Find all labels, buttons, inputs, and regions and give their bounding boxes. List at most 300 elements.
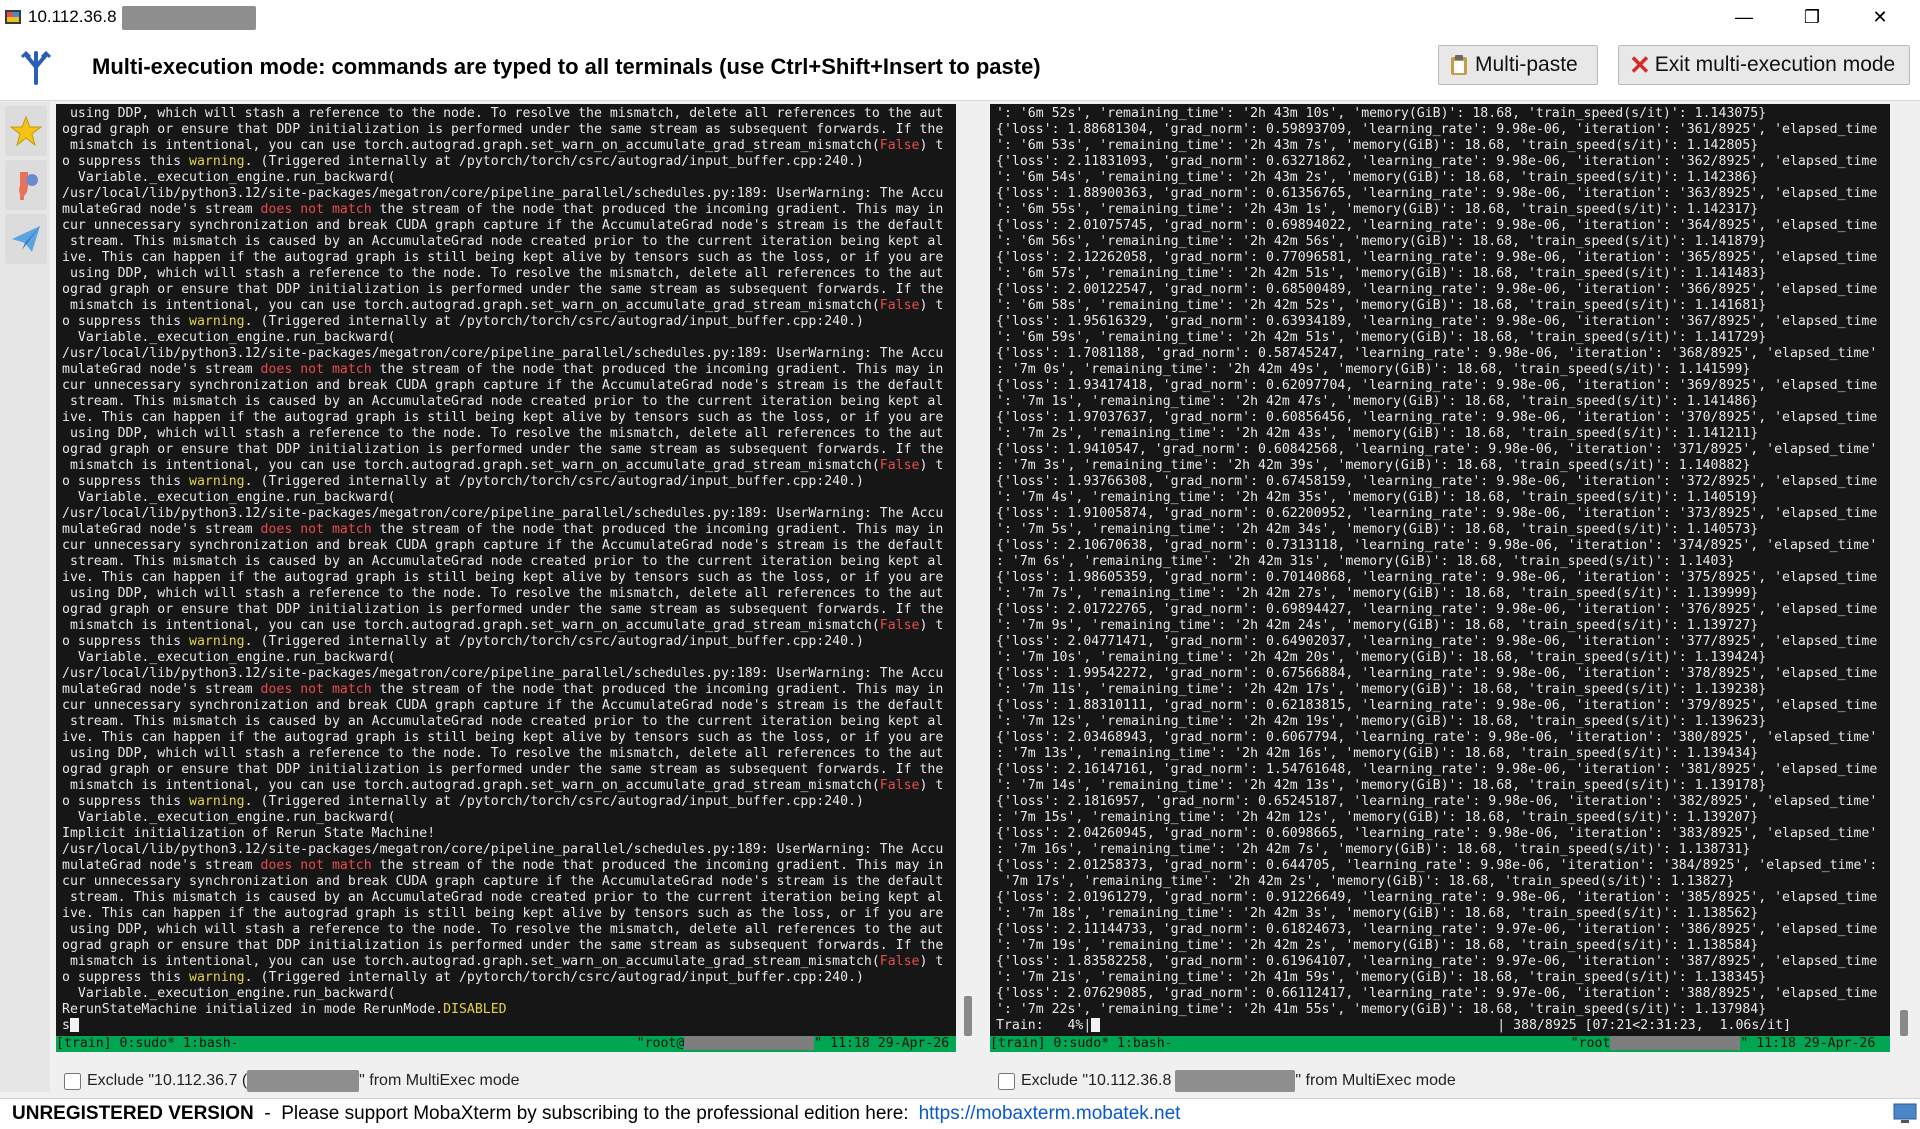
terminal-text: the stream of the node that produced the incoming gradient. This may in: [371, 858, 944, 873]
terminal-text: cur unnecessary synchronization and break CUDA graph capture if the AccumulateGrad node's stream is the default: [62, 218, 944, 233]
left-terminal-line: [62, 458, 956, 474]
terminal-text: {'loss': 2.10670638, 'grad_norm': 0.7313118, 'learning_rate': 9.98e-06, 'iteration': '374/8925', 'elapsed_time': [996, 538, 1878, 553]
mobaxterm-app-icon: [4, 8, 22, 26]
right-terminal-line: [996, 602, 1890, 618]
left-terminal-output: [62, 106, 956, 1034]
clipboard-icon: [1449, 54, 1469, 76]
terminal-text: ': '7m 1s', 'remaining_time': '2h 42m 47s', 'memory(GiB)': 18.68, 'train_speed(s/it)': 1.141486}: [996, 394, 1759, 409]
left-terminal-scrollbar[interactable]: [960, 104, 976, 1042]
left-sidebar: [0, 102, 50, 1092]
left-terminal-line: [62, 490, 956, 506]
terminal-text: : '7m 16s', 'remaining_time': '2h 42m 7s', 'memory(GiB)': 18.68, 'train_speed(s/it)': 1.138731}: [996, 842, 1751, 857]
right-terminal-line: [996, 266, 1890, 282]
right-terminal-line: [996, 346, 1890, 362]
left-terminal-line: [62, 938, 956, 954]
terminal-text: s: [62, 1018, 70, 1033]
right-terminal-line: [996, 986, 1890, 1002]
left-terminal-line: [62, 682, 956, 698]
left-terminal-line: [62, 122, 956, 138]
terminal-text: using DDP, which will stash a reference to the node. To resolve the mismatch, delete all references to the aut: [62, 746, 944, 761]
exclude-right-label-prefix: Exclude "10.112.36.8: [1021, 1072, 1172, 1089]
terminal-text: : '7m 3s', 'remaining_time': '2h 42m 39s', 'memory(GiB)': 18.68, 'train_speed(s/it)': 1.140882}: [996, 458, 1751, 473]
window-title: 10.112.36.8: [28, 7, 117, 26]
terminal-text: Variable._execution_engine.run_backward(: [62, 810, 396, 825]
terminal-text: /usr/local/lib/python3.12/site-packages/megatron/core/pipeline_parallel/schedules.py:189: UserWarning: The Accu: [62, 186, 944, 201]
terminal-text: ': '6m 55s', 'remaining_time': '2h 43m 1s', 'memory(GiB)': 18.68, 'train_speed(s/it)': 1.142317}: [996, 202, 1759, 217]
terminal-text: {'loss': 2.01961279, 'grad_norm': 0.91226649, 'learning_rate': 9.98e-06, 'iteration': '385/8925', 'elapsed_time: [996, 890, 1878, 905]
terminal-text: ': '6m 59s', 'remaining_time': '2h 42m 51s', 'memory(GiB)': 18.68, 'train_speed(s/it)': 1.141729}: [996, 330, 1767, 345]
terminal-text: ive. This can happen if the autograd graph is still being kept alive by tensors such as the loss, or if you are: [62, 906, 944, 921]
left-terminal-line: [62, 618, 956, 634]
terminal-text: the stream of the node that produced the incoming gradient. This may in: [371, 362, 944, 377]
left-status-host-prefix: "root@: [636, 1036, 685, 1051]
warning-text: warning: [189, 794, 245, 809]
left-terminal-line: [62, 906, 956, 922]
terminal-text: ograd graph or ensure that DDP initialization is performed under the same stream as subsequent forwards. If the: [62, 442, 944, 457]
mobatek-link[interactable]: https://mobaxterm.mobatek.net: [918, 1103, 1181, 1124]
terminal-text: mismatch is intentional, you can use torch.autograd.graph.set_warn_on_accumulate_grad_stream_mismatch(: [62, 618, 880, 633]
right-terminal-line: [996, 954, 1890, 970]
right-terminal-line: [996, 922, 1890, 938]
warning-text: warning: [189, 474, 245, 489]
left-terminal-line: [62, 330, 956, 346]
terminal-text: {'loss': 1.7081188, 'grad_norm': 0.58745247, 'learning_rate': 9.98e-06, 'iteration': '368/8925', 'elapsed_time': [996, 346, 1878, 361]
terminal-text: mismatch is intentional, you can use torch.autograd.graph.set_warn_on_accumulate_grad_stream_mismatch(: [62, 298, 880, 313]
right-terminal-line: [996, 282, 1890, 298]
left-terminal-line: [62, 554, 956, 570]
left-terminal-line: [62, 186, 956, 202]
exclude-right-checkbox[interactable]: [998, 1073, 1015, 1090]
redacted-hostname: [1175, 1070, 1295, 1092]
terminal-text: stream. This mismatch is caused by an AccumulateGrad node created prior to the current iteration being kept al: [62, 714, 944, 729]
right-terminal-line: [996, 362, 1890, 378]
right-status-host-prefix: "root: [1570, 1036, 1611, 1051]
right-terminal-line: [996, 1018, 1890, 1034]
left-terminal-line: [62, 970, 956, 986]
terminal-text: stream. This mismatch is caused by an AccumulateGrad node created prior to the current iteration being kept al: [62, 234, 944, 249]
terminal-text: ograd graph or ensure that DDP initialization is performed under the same stream as subsequent forwards. If the: [62, 762, 944, 777]
terminal-text: ) t: [919, 778, 944, 793]
terminal-text: {'loss': 1.9410547, 'grad_norm': 0.60842568, 'learning_rate': 9.98e-06, 'iteration': '371/8925', 'elapsed_time': [996, 442, 1878, 457]
right-terminal-line: [996, 826, 1890, 842]
terminal-text: {'loss': 2.11831093, 'grad_norm': 0.63271862, 'learning_rate': 9.98e-06, 'iteration': '362/8925', 'elapsed_time: [996, 154, 1878, 169]
terminal-text: stream. This mismatch is caused by an AccumulateGrad node created prior to the current iteration being kept al: [62, 554, 944, 569]
terminal-text: /usr/local/lib/python3.12/site-packages/megatron/core/pipeline_parallel/schedules.py:189: UserWarning: The Accu: [62, 346, 944, 361]
terminal-text: Variable._execution_engine.run_backward(: [62, 650, 396, 665]
left-terminal-line: [62, 746, 956, 762]
terminal-text: Variable._execution_engine.run_backward(: [62, 330, 396, 345]
terminal-text: Variable._execution_engine.run_backward(: [62, 170, 396, 185]
terminal-text: ': '7m 10s', 'remaining_time': '2h 42m 20s', 'memory(GiB)': 18.68, 'train_speed(s/it)': 1.139424}: [996, 650, 1767, 665]
left-terminal-line: [62, 538, 956, 554]
left-scrollbar-thumb[interactable]: [964, 996, 972, 1036]
right-terminal-line: [996, 106, 1890, 122]
terminal-text: mismatch is intentional, you can use torch.autograd.graph.set_warn_on_accumulate_grad_stream_mismatch(: [62, 458, 880, 473]
left-terminal-line: [62, 570, 956, 586]
terminal-text: {'loss': 1.88681304, 'grad_norm': 0.59893709, 'learning_rate': 9.98e-06, 'iteration': '361/8925', 'elapsed_time: [996, 122, 1878, 137]
terminal-text: ) t: [919, 298, 944, 313]
warning-text: DISABLED: [443, 1002, 507, 1017]
left-terminal-line: [62, 426, 956, 442]
terminal-text: ive. This can happen if the autograd graph is still being kept alive by tensors such as the loss, or if you are: [62, 570, 944, 585]
terminal-text: mismatch is intentional, you can use torch.autograd.graph.set_warn_on_accumulate_grad_stream_mismatch(: [62, 954, 880, 969]
terminal-text: ': '7m 19s', 'remaining_time': '2h 42m 2s', 'memory(GiB)': 18.68, 'train_speed(s/it)': 1.138584}: [996, 938, 1759, 953]
terminal-text: : '7m 6s', 'remaining_time': '2h 42m 31s', 'memory(GiB)': 18.68, 'train_speed(s/it)': 1.1403}: [996, 554, 1735, 569]
terminal-text: Train: 4%|: [996, 1018, 1092, 1033]
right-scrollbar-thumb[interactable]: [1900, 1010, 1908, 1036]
right-terminal-line: [996, 810, 1890, 826]
exit-multiexec-button[interactable]: [1618, 45, 1910, 85]
terminal-text: using DDP, which will stash a reference to the node. To resolve the mismatch, delete all references to the aut: [62, 106, 944, 121]
left-terminal-line: [62, 826, 956, 842]
terminal-text: {'loss': 2.07629085, 'grad_norm': 0.66112417, 'learning_rate': 9.97e-06, 'iteration': '388/8925', 'elapsed_time: [996, 986, 1878, 1001]
terminal-text: ': '7m 18s', 'remaining_time': '2h 42m 3s', 'memory(GiB)': 18.68, 'train_speed(s/it)': 1.138562}: [996, 906, 1759, 921]
terminal-text: mismatch is intentional, you can use torch.autograd.graph.set_warn_on_accumulate_grad_stream_mismatch(: [62, 778, 880, 793]
highlight-text: False: [879, 138, 920, 153]
terminal-text: ': '7m 7s', 'remaining_time': '2h 42m 27s', 'memory(GiB)': 18.68, 'train_speed(s/it)': 1.139999}: [996, 586, 1759, 601]
terminal-text: stream. This mismatch is caused by an AccumulateGrad node created prior to the current iteration being kept al: [62, 394, 944, 409]
terminal-text: ': '7m 11s', 'remaining_time': '2h 42m 17s', 'memory(GiB)': 18.68, 'train_speed(s/it)': 1.139238}: [996, 682, 1767, 697]
terminal-text: ograd graph or ensure that DDP initialization is performed under the same stream as subsequent forwards. If the: [62, 282, 944, 297]
redacted-hostname: [684, 1036, 814, 1050]
left-terminal-line: [62, 282, 956, 298]
terminal-text: using DDP, which will stash a reference to the node. To resolve the mismatch, delete all references to the aut: [62, 922, 944, 937]
terminal-text: {'loss': 2.03468943, 'grad_norm': 0.6067794, 'learning_rate': 9.98e-06, 'iteration': '380/8925', 'elapsed_time': [996, 730, 1878, 745]
warning-text: warning: [189, 970, 245, 985]
right-terminal-line: [996, 410, 1890, 426]
terminal-text: stream. This mismatch is caused by an AccumulateGrad node created prior to the current iteration being kept al: [62, 890, 944, 905]
left-terminal-line: [62, 810, 956, 826]
right-terminal-line: [996, 314, 1890, 330]
sidebar-tools-button[interactable]: [5, 160, 47, 210]
highlight-text: False: [879, 298, 920, 313]
terminal-text: '7m 17s', 'remaining_time': '2h 42m 2s', 'memory(GiB)': 18.68, 'train_speed(s/it)': 1.13827}: [996, 874, 1735, 889]
left-terminal-line: [62, 378, 956, 394]
left-terminal-line: [62, 362, 956, 378]
right-terminal-line: [996, 858, 1890, 874]
left-terminal-line: [62, 602, 956, 618]
left-terminal-line: [62, 1018, 956, 1034]
terminal-text: /usr/local/lib/python3.12/site-packages/megatron/core/pipeline_parallel/schedules.py:189: UserWarning: The Accu: [62, 506, 944, 521]
terminal-text: cur unnecessary synchronization and break CUDA graph capture if the AccumulateGrad node's stream is the default: [62, 874, 944, 889]
right-terminal-line: [996, 490, 1890, 506]
right-terminal-line: [996, 842, 1890, 858]
left-terminal-line: [62, 346, 956, 362]
terminal-text: ) t: [919, 138, 944, 153]
left-terminal-line: [62, 298, 956, 314]
terminal-text: {'loss': 2.04260945, 'grad_norm': 0.6098665, 'learning_rate': 9.98e-06, 'iteration': '383/8925', 'elapsed_time': [996, 826, 1878, 841]
terminal-text: . (Triggered internally at /pytorch/torch/csrc/autograd/input_buffer.cpp:240.): [244, 794, 864, 809]
left-terminal-line: [62, 442, 956, 458]
left-terminal-line: [62, 954, 956, 970]
right-terminal-line: [996, 138, 1890, 154]
terminal-text: . (Triggered internally at /pytorch/torch/csrc/autograd/input_buffer.cpp:240.): [244, 970, 864, 985]
terminal-text: ': '6m 57s', 'remaining_time': '2h 42m 51s', 'memory(GiB)': 18.68, 'train_speed(s/it)': 1.141483}: [996, 266, 1767, 281]
send-icon: [10, 223, 42, 255]
highlight-text: does not match: [260, 202, 372, 217]
right-terminal-line: [996, 538, 1890, 554]
terminal-text: cur unnecessary synchronization and break CUDA graph capture if the AccumulateGrad node's stream is the default: [62, 538, 944, 553]
right-terminal-line: [996, 874, 1890, 890]
left-terminal-line: [62, 650, 956, 666]
right-terminal-line: [996, 970, 1890, 986]
terminal-text: {'loss': 2.04771471, 'grad_norm': 0.64902037, 'learning_rate': 9.98e-06, 'iteration': '377/8925', 'elapsed_time: [996, 634, 1878, 649]
terminal-text: {'loss': 2.01075745, 'grad_norm': 0.69894022, 'learning_rate': 9.98e-06, 'iteration': '364/8925', 'elapsed_time: [996, 218, 1878, 233]
multiexec-banner: Multi-execution mode: commands are typed to all terminals (use Ctrl+Shift+Insert to paste): [92, 54, 1041, 79]
terminal-text: ) t: [919, 458, 944, 473]
terminal-text: ) t: [919, 954, 944, 969]
right-terminal-scrollbar[interactable]: [1896, 104, 1912, 1042]
left-terminal-line: [62, 170, 956, 186]
terminal-text: {'loss': 2.01722765, 'grad_norm': 0.69894427, 'learning_rate': 9.98e-06, 'iteration': '376/8925', 'elapsed_time: [996, 602, 1878, 617]
terminal-text: ograd graph or ensure that DDP initialization is performed under the same stream as subsequent forwards. If the: [62, 938, 944, 953]
close-button[interactable]: [1852, 0, 1908, 34]
left-terminal-line: [62, 410, 956, 426]
terminal-text: ': '6m 52s', 'remaining_time': '2h 43m 10s', 'memory(GiB)': 18.68, 'train_speed(s/it)': 1.143075}: [996, 106, 1767, 121]
terminal-text: the stream of the node that produced the incoming gradient. This may in: [371, 682, 944, 697]
terminal-text: {'loss': 1.97037637, 'grad_norm': 0.60856456, 'learning_rate': 9.98e-06, 'iteration': '370/8925', 'elapsed_time: [996, 410, 1878, 425]
left-terminal-line: [62, 474, 956, 490]
terminal-text: o suppress this: [62, 634, 190, 649]
terminal-text: ': '7m 14s', 'remaining_time': '2h 42m 13s', 'memory(GiB)': 18.68, 'train_speed(s/it)': 1.139178}: [996, 778, 1767, 793]
left-status-sessions: [train] 0:sudo* 1:bash-: [56, 1036, 239, 1051]
right-terminal-line: [996, 202, 1890, 218]
right-terminal-output: [996, 106, 1890, 1034]
right-terminal-line: [996, 522, 1890, 538]
terminal-text: . (Triggered internally at /pytorch/torch/csrc/autograd/input_buffer.cpp:240.): [244, 474, 864, 489]
left-status-time: " 11:18 29-Apr-26: [814, 1036, 950, 1051]
terminal-text: {'loss': 2.11144733, 'grad_norm': 0.61824673, 'learning_rate': 9.97e-06, 'iteration': '386/8925', 'elapsed_time: [996, 922, 1878, 937]
maximize-button[interactable]: [1784, 0, 1840, 34]
sidebar-send-button[interactable]: [5, 214, 47, 264]
terminal-text: mulateGrad node's stream: [62, 202, 261, 217]
left-terminal-line: [62, 522, 956, 538]
terminal-text: ive. This can happen if the autograd graph is still being kept alive by tensors such as the loss, or if you are: [62, 250, 944, 265]
left-terminal-line: [62, 138, 956, 154]
terminal-text: using DDP, which will stash a reference to the node. To resolve the mismatch, delete all references to the aut: [62, 586, 944, 601]
terminal-text: mulateGrad node's stream: [62, 522, 261, 537]
terminal-text: o suppress this: [62, 314, 190, 329]
right-terminal-line: [996, 650, 1890, 666]
minimize-button[interactable]: [1716, 0, 1772, 34]
unregistered-footer: [0, 1098, 1920, 1129]
terminal-text: cur unnecessary synchronization and break CUDA graph capture if the AccumulateGrad node's stream is the default: [62, 698, 944, 713]
right-terminal-line: [996, 1002, 1890, 1018]
right-terminal-line: [996, 618, 1890, 634]
right-terminal-line: [996, 298, 1890, 314]
terminal-text: o suppress this: [62, 154, 190, 169]
left-terminal-line: [62, 922, 956, 938]
terminal-text: the stream of the node that produced the incoming gradient. This may in: [371, 202, 944, 217]
red-x-icon: ✕: [1629, 49, 1651, 80]
right-status-time: " 11:18 29-Apr-26: [1740, 1036, 1876, 1051]
terminal-text: ': '7m 12s', 'remaining_time': '2h 42m 19s', 'memory(GiB)': 18.68, 'train_speed(s/it)': 1.139623}: [996, 714, 1767, 729]
left-terminal-line: [62, 1002, 956, 1018]
terminal-text: {'loss': 1.93417418, 'grad_norm': 0.62097704, 'learning_rate': 9.98e-06, 'iteration': '369/8925', 'elapsed_time: [996, 378, 1878, 393]
terminal-text: ': '7m 22s', 'remaining_time': '2h 41m 55s', 'memory(GiB)': 18.68, 'train_speed(s/it)': 1.137984}: [996, 1002, 1767, 1017]
warning-text: warning: [189, 154, 245, 169]
terminal-text: ive. This can happen if the autograd graph is still being kept alive by tensors such as the loss, or if you are: [62, 410, 944, 425]
redacted-hostname: [247, 1070, 359, 1092]
terminal-text: o suppress this: [62, 474, 190, 489]
left-terminal-line: [62, 634, 956, 650]
terminal-text: . (Triggered internally at /pytorch/torch/csrc/autograd/input_buffer.cpp:240.): [244, 314, 864, 329]
right-terminal-line: [996, 762, 1890, 778]
right-terminal-line: [996, 906, 1890, 922]
right-terminal-line: [996, 730, 1890, 746]
terminal-text: using DDP, which will stash a reference to the node. To resolve the mismatch, delete all references to the aut: [62, 266, 944, 281]
right-terminal-line: [996, 154, 1890, 170]
right-terminal-line: [996, 330, 1890, 346]
multiexec-toolbar: [0, 34, 1920, 101]
multi-paste-button[interactable]: [1438, 45, 1598, 85]
terminal-text: | 388/8925 [07:21<2:31:23, 1.06s/it]: [1100, 1018, 1792, 1033]
terminal-text: ': '6m 58s', 'remaining_time': '2h 42m 52s', 'memory(GiB)': 18.68, 'train_speed(s/it)': 1.141681}: [996, 298, 1767, 313]
terminal-text: : '7m 15s', 'remaining_time': '2h 42m 12s', 'memory(GiB)': 18.68, 'train_speed(s/it)': 1.139207}: [996, 810, 1759, 825]
terminal-cursor: [70, 1018, 79, 1032]
star-icon: [10, 115, 42, 147]
right-terminal-line: [996, 250, 1890, 266]
left-terminal-line: [62, 250, 956, 266]
right-terminal-line: [996, 218, 1890, 234]
terminal-text: using DDP, which will stash a reference to the node. To resolve the mismatch, delete all references to the aut: [62, 426, 944, 441]
terminal-text: ograd graph or ensure that DDP initialization is performed under the same stream as subsequent forwards. If the: [62, 122, 944, 137]
right-terminal-line: [996, 586, 1890, 602]
highlight-text: does not match: [260, 682, 372, 697]
terminal-text: {'loss': 2.16147161, 'grad_norm': 1.54761648, 'learning_rate': 9.98e-06, 'iteration': '381/8925', 'elapsed_time: [996, 762, 1878, 777]
terminal-text: {'loss': 1.95616329, 'grad_norm': 0.63934189, 'learning_rate': 9.98e-06, 'iteration': '367/8925', 'elapsed_time: [996, 314, 1878, 329]
window-title-bar: [0, 0, 1920, 34]
left-terminal-line: [62, 106, 956, 122]
highlight-text: does not match: [260, 362, 372, 377]
left-terminal-line: [62, 730, 956, 746]
terminal-text: {'loss': 1.88310111, 'grad_norm': 0.62183815, 'learning_rate': 9.98e-06, 'iteration': '379/8925', 'elapsed_time: [996, 698, 1878, 713]
left-terminal-line: [62, 874, 956, 890]
sidebar-star-button[interactable]: [5, 106, 47, 156]
right-terminal-line: [996, 698, 1890, 714]
right-terminal-line: [996, 458, 1890, 474]
exclude-left-checkbox[interactable]: [64, 1073, 81, 1090]
multi-execution-icon: [16, 47, 56, 87]
left-terminal-line: [62, 218, 956, 234]
terminal-text: Implicit initialization of Rerun State Machine!: [62, 826, 436, 841]
right-terminal-line: [996, 506, 1890, 522]
warning-text: warning: [189, 314, 245, 329]
left-terminal-line: [62, 858, 956, 874]
terminal-text: cur unnecessary synchronization and break CUDA graph capture if the AccumulateGrad node's stream is the default: [62, 378, 944, 393]
terminal-text: mulateGrad node's stream: [62, 858, 261, 873]
right-terminal-line: [996, 938, 1890, 954]
right-tmux-status-bar: [990, 1036, 1890, 1052]
terminal-text: ': '7m 21s', 'remaining_time': '2h 41m 59s', 'memory(GiB)': 18.68, 'train_speed(s/it)': 1.138345}: [996, 970, 1767, 985]
terminal-text: /usr/local/lib/python3.12/site-packages/megatron/core/pipeline_parallel/schedules.py:189: UserWarning: The Accu: [62, 666, 944, 681]
right-terminal-line: [996, 378, 1890, 394]
right-terminal-line: [996, 170, 1890, 186]
terminal-text: : '7m 13s', 'remaining_time': '2h 42m 16s', 'memory(GiB)': 18.68, 'train_speed(s/it)': 1.139434}: [996, 746, 1759, 761]
left-terminal[interactable]: [56, 104, 956, 1051]
terminal-text: ': '7m 2s', 'remaining_time': '2h 42m 43s', 'memory(GiB)': 18.68, 'train_speed(s/it)': 1.141211}: [996, 426, 1759, 441]
highlight-text: False: [879, 778, 920, 793]
terminal-text: : '7m 0s', 'remaining_time': '2h 42m 49s', 'memory(GiB)': 18.68, 'train_speed(s/it)': 1.141599}: [996, 362, 1751, 377]
terminal-text: mulateGrad node's stream: [62, 682, 261, 697]
terminal-text: ': '6m 54s', 'remaining_time': '2h 43m 2s', 'memory(GiB)': 18.68, 'train_speed(s/it)': 1.142386}: [996, 170, 1759, 185]
right-terminal-line: [996, 794, 1890, 810]
right-terminal-line: [996, 426, 1890, 442]
terminal-text: ': '7m 5s', 'remaining_time': '2h 42m 34s', 'memory(GiB)': 18.68, 'train_speed(s/it)': 1.140573}: [996, 522, 1759, 537]
close-icon: ✕: [1872, 6, 1888, 27]
right-terminal-line: [996, 234, 1890, 250]
terminal-text: {'loss': 2.00122547, 'grad_norm': 0.68500489, 'learning_rate': 9.98e-06, 'iteration': '366/8925', 'elapsed_time: [996, 282, 1878, 297]
highlight-text: does not match: [260, 522, 372, 537]
terminal-text: {'loss': 1.99542272, 'grad_norm': 0.67566884, 'learning_rate': 9.98e-06, 'iteration': '378/8925', 'elapsed_time: [996, 666, 1878, 681]
terminal-text: ': '6m 56s', 'remaining_time': '2h 42m 56s', 'memory(GiB)': 18.68, 'train_speed(s/it)': 1.141879}: [996, 234, 1767, 249]
right-terminal-line: [996, 554, 1890, 570]
tools-icon: [10, 168, 42, 202]
right-terminal-line: [996, 682, 1890, 698]
exclude-left-row: [64, 1068, 520, 1094]
terminal-text: the stream of the node that produced the incoming gradient. This may in: [371, 522, 944, 537]
right-terminal-line: [996, 570, 1890, 586]
terminal-text: o suppress this: [62, 970, 190, 985]
exclude-left-label-prefix: Exclude "10.112.36.7 (: [87, 1072, 248, 1089]
left-terminal-line: [62, 202, 956, 218]
terminal-text: ': '7m 9s', 'remaining_time': '2h 42m 24s', 'memory(GiB)': 18.68, 'train_speed(s/it)': 1.139727}: [996, 618, 1759, 633]
left-terminal-line: [62, 714, 956, 730]
left-terminal-line: [62, 266, 956, 282]
right-terminal-line: [996, 890, 1890, 906]
terminal-text: {'loss': 2.1816957, 'grad_norm': 0.65245187, 'learning_rate': 9.98e-06, 'iteration': '382/8925', 'elapsed_time': [996, 794, 1878, 809]
terminal-text: {'loss': 1.91005874, 'grad_norm': 0.62200952, 'learning_rate': 9.98e-06, 'iteration': '373/8925', 'elapsed_time: [996, 506, 1878, 521]
terminal-text: ': '6m 53s', 'remaining_time': '2h 43m 7s', 'memory(GiB)': 18.68, 'train_speed(s/it)': 1.142805}: [996, 138, 1759, 153]
right-status-sessions: [train] 0:sudo* 1:bash-: [990, 1036, 1173, 1051]
minimize-icon: —: [1735, 6, 1753, 27]
right-terminal-line: [996, 394, 1890, 410]
terminal-text: . (Triggered internally at /pytorch/torch/csrc/autograd/input_buffer.cpp:240.): [244, 634, 864, 649]
unregistered-label: UNREGISTERED VERSION: [12, 1103, 254, 1124]
left-terminal-line: [62, 506, 956, 522]
terminal-cursor: [1091, 1018, 1100, 1032]
left-terminal-line: [62, 778, 956, 794]
terminal-text: mulateGrad node's stream: [62, 362, 261, 377]
terminal-text: ograd graph or ensure that DDP initialization is performed under the same stream as subsequent forwards. If the: [62, 602, 944, 617]
terminal-text: {'loss': 1.93766308, 'grad_norm': 0.67458159, 'learning_rate': 9.98e-06, 'iteration': '372/8925', 'elapsed_time: [996, 474, 1878, 489]
left-terminal-line: [62, 234, 956, 250]
right-terminal[interactable]: [990, 104, 1890, 1051]
left-terminal-line: [62, 154, 956, 170]
right-terminal-line: [996, 122, 1890, 138]
right-terminal-line: [996, 666, 1890, 682]
terminal-text: {'loss': 2.01258373, 'grad_norm': 0.644705, 'learning_rate': 9.98e-06, 'iteration': '384/8925', 'elapsed_time':: [996, 858, 1878, 873]
terminal-text: {'loss': 1.88900363, 'grad_norm': 0.61356765, 'learning_rate': 9.98e-06, 'iteration': '363/8925', 'elapsed_time: [996, 186, 1878, 201]
left-terminal-line: [62, 794, 956, 810]
terminal-text: /usr/local/lib/python3.12/site-packages/megatron/core/pipeline_parallel/schedules.py:189: UserWarning: The Accu: [62, 842, 944, 857]
left-terminal-line: [62, 890, 956, 906]
left-tmux-status-bar: [56, 1036, 956, 1052]
right-terminal-line: [996, 746, 1890, 762]
highlight-text: False: [879, 458, 920, 473]
warning-text: warning: [189, 634, 245, 649]
maximize-icon: ❐: [1803, 6, 1821, 27]
terminal-text: ) t: [919, 618, 944, 633]
terminal-text: {'loss': 2.12262058, 'grad_norm': 0.77096581, 'learning_rate': 9.98e-06, 'iteration': '365/8925', 'elapsed_time: [996, 250, 1878, 265]
left-terminal-line: [62, 666, 956, 682]
left-terminal-line: [62, 842, 956, 858]
terminal-text: Variable._execution_engine.run_backward(: [62, 986, 396, 1001]
terminal-text: ive. This can happen if the autograd graph is still being kept alive by tensors such as the loss, or if you are: [62, 730, 944, 745]
highlight-text: does not match: [260, 858, 372, 873]
support-message: - Please support MobaXterm by subscribing to the professional edition here:: [253, 1103, 909, 1124]
terminal-text: mismatch is intentional, you can use torch.autograd.graph.set_warn_on_accumulate_grad_stream_mismatch(: [62, 138, 880, 153]
